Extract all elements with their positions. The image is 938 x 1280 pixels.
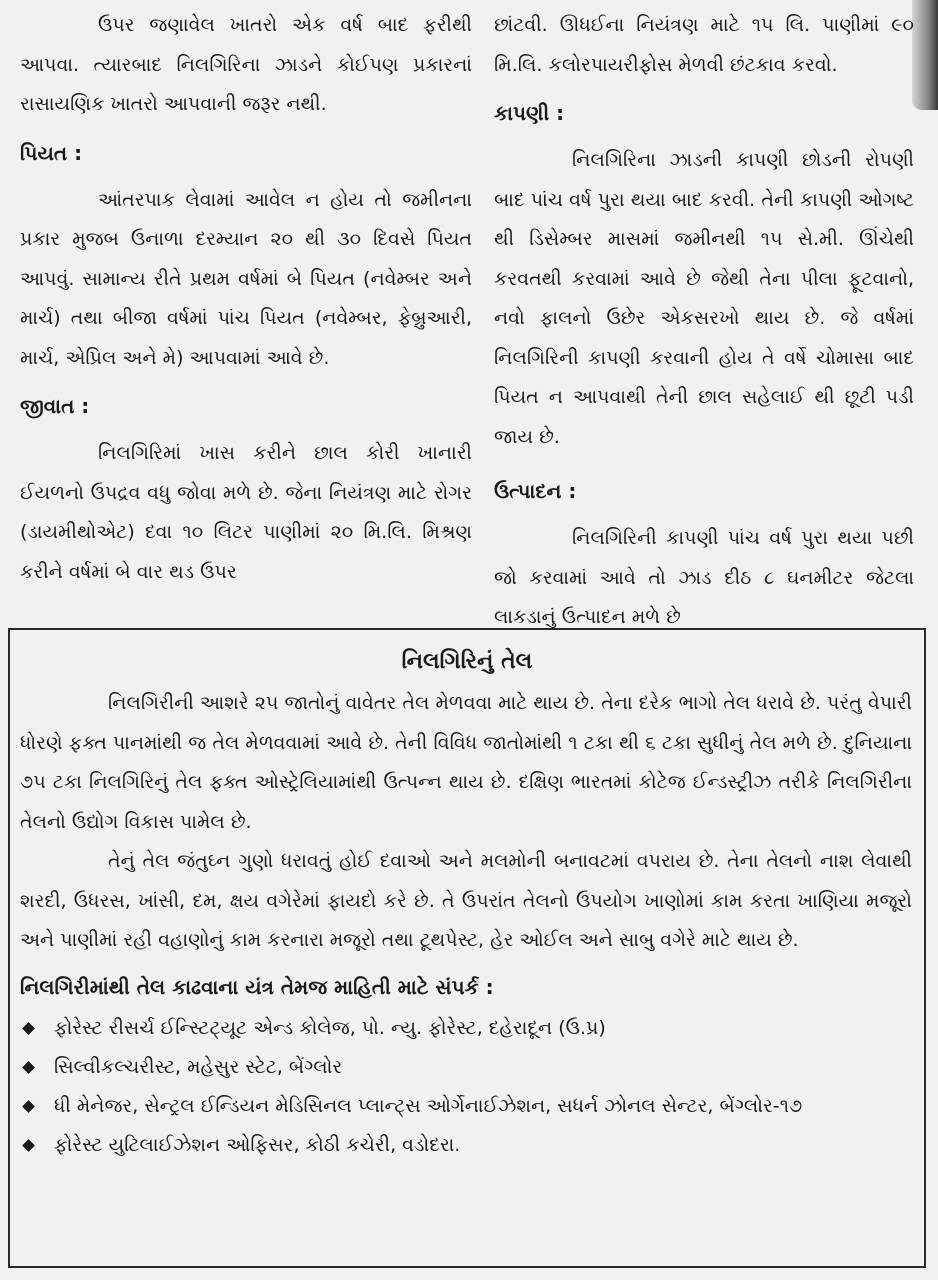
- pests-paragraph: નિલગિરિમાં ખાસ કરીને છાલ કોરી ખાનારી ઈયળનો ઉપદ્રવ વધુ જોવા મળે છે. જેના નિયંત્રણ માટે રોગર (ડાયમીથોએટ) દવા ૧૦ લિટર પાણીમાં ૨૦ મિ.લિ. મિશ્રણ કરીને વર્ષમાં બે વાર થડ ઉપર: [20, 442, 472, 583]
- pruning-paragraph: નિલગિરિના ઝાડની કાપણી છોડની રોપણી બાદ પાંચ વર્ષ પુરા થયા બાદ કરવી. તેની કાપણી ઓગષ્ટ થી ડિસેમ્બર માસમાં જમીનથી ૧૫ સે.મી. ઊંચેથી કરવતથી કરવામાં આવે છે જેથી તેના પીલા ફૂટવાનો, નવો ફાલનો ઉછેર એકસરખો થાય છે. જે વર્ષમાં નિલગિરિની કાપણી કરવાની હોય તે વર્ષે ચોમાસા બાદ પિયત ન આપવાથી તેની છાલ સહેલાઈ થી છૂટી પડી જાય છે.: [494, 149, 914, 448]
- irrigation-paragraph: આંતરપાક લેવામાં આવેલ ન હોય તો જમીનના પ્રકાર મુજબ ઉનાળા દરમ્યાન ૨૦ થી ૩૦ દિવસે પિયત આપવું. સામાન્ય રીતે પ્રથમ વર્ષમાં બે પિયત (નવેમ્બર અને માર્ચ) તથા બીજા વર્ષમાં પાંચ પિયત (નવેમ્બર, ફેબ્રુઆરી, માર્ચ, એપ્રિલ અને મે) આપવામાં આવે છે.: [20, 188, 472, 369]
- diamond-bullet-icon: [22, 1139, 35, 1152]
- pruning-heading: કાપણી :: [494, 101, 565, 125]
- list-item: ધી મેનેજર, સેન્ટ્રલ ઈન્ડિયન મેડિસિનલ પ્લાન્ટ્સ ઓર્ગેનાઈઝેશન, સધર્ન ઝોનલ સેન્ટર, બેંગ્લોર-૧૭: [20, 1087, 914, 1126]
- fertilizer-paragraph: ઉપર જણાવેલ ખાતરો એક વર્ષ બાદ ફરીથી આપવા. ત્યારબાદ નિલગિરિના ઝાડને કોઈપણ પ્રકારનાં રાસાયણિક ખાતરો આપવાની જરૂર નથી.: [20, 14, 472, 115]
- list-item: ફોરેસ્ટ યુટિલાઈઝેશન ઓફિસર, કોઠી કચેરી, વડોદરા.: [20, 1126, 914, 1165]
- right-column: [494, 6, 914, 638]
- oil-paragraph-1: નિલગિરીની આશરે ૨૫ જાતોનું વાવેતર તેલ મેળવવા માટે થાય છે. તેના દરેક ભાગો તેલ ધરાવે છે. પરંતુ વેપારી ધોરણે ફક્ત પાનમાંથી જ તેલ મેળવવામાં આવે છે. તેની વિવિધ જાતોમાંથી ૧ ટકા થી ૬ ટકા સુધીનું તેલ મળે છે. દુનિયાના ૭૫ ટકા નિલગિરિનું તેલ ફક્ત ઓસ્ટ્રેલિયામાંથી ઉત્પન્ન થાય છે. દક્ષિણ ભારતમાં કોટેજ ઈન્ડસ્ટ્રીઝ તરીકે નિલગિરીના તેલનો ઉદ્યોગ વિકાસ પામેલ છે.: [20, 692, 912, 833]
- oil-paragraph-2: તેનું તેલ જંતુઘ્ન ગુણો ધરાવતું હોઈ દવાઓ અને મલમોની બનાવટમાં વપરાય છે. તેના તેલનો નાશ લેવાથી શરદી, ઉધરસ, ખાંસી, દમ, ક્ષય વગેરેમાં ફાયદો કરે છે. તે ઉપરાંત તેલનો ઉપયોગ ખાણોમાં કામ કરતા ખાણિયા મજૂરો અને પાણીમાં રહી વહાણોનું કામ કરનારા મજૂરો તથા ટૂથપેસ્ટ, હેર ઓઈલ અને સાબુ વગેરે માટે થાય છે.: [20, 850, 912, 951]
- contact-heading: નિલગિરીમાંથી તેલ કાઢવાના યંત્ર તેમજ માહિતી માટે સંપર્ક :: [20, 974, 494, 999]
- diamond-bullet-icon: [22, 1100, 35, 1113]
- list-item: ફોરેસ્ટ રીસર્ચ ઈન્સ્ટિટ્યૂટ એન્ડ કોલેજ, પો. ન્યુ. ફોરેસ્ટ, દહેરાદૂન (ઉ.પ્ર): [20, 1009, 914, 1048]
- list-item: સિલ્વીકલ્ચરીસ્ટ, મહેસુર સ્ટેટ, બેંગ્લોર: [20, 1048, 914, 1087]
- contact-list: [10, 1009, 924, 1165]
- diamond-bullet-icon: [22, 1061, 35, 1074]
- irrigation-heading: પિયત :: [20, 140, 83, 165]
- page-binding-edge: [912, 0, 938, 110]
- pests-heading: જીવાત :: [20, 394, 90, 418]
- pest-control-paragraph: છાંટવી. ઊધઈના નિયંત્રણ માટે ૧૫ લિ. પાણીમાં ૯૦ મિ.લિ. કલોરપાયરીફોસ મેળવી છંટકાવ કરવો.: [494, 14, 914, 76]
- box-title: નિલગિરિનું તેલ: [401, 649, 533, 674]
- production-paragraph: નિલગિરિની કાપણી પાંચ વર્ષ પુરા થયા પછી જો કરવામાં આવે તો ઝાડ દીઠ ૮ ઘનમીટર જેટલા લાકડાનું ઉત્પાદન મળે છે: [494, 527, 914, 628]
- diamond-bullet-icon: [22, 1022, 35, 1035]
- left-column: [20, 6, 472, 592]
- eucalyptus-oil-box: [8, 628, 926, 1268]
- production-heading: ઉત્પાદન :: [494, 479, 577, 503]
